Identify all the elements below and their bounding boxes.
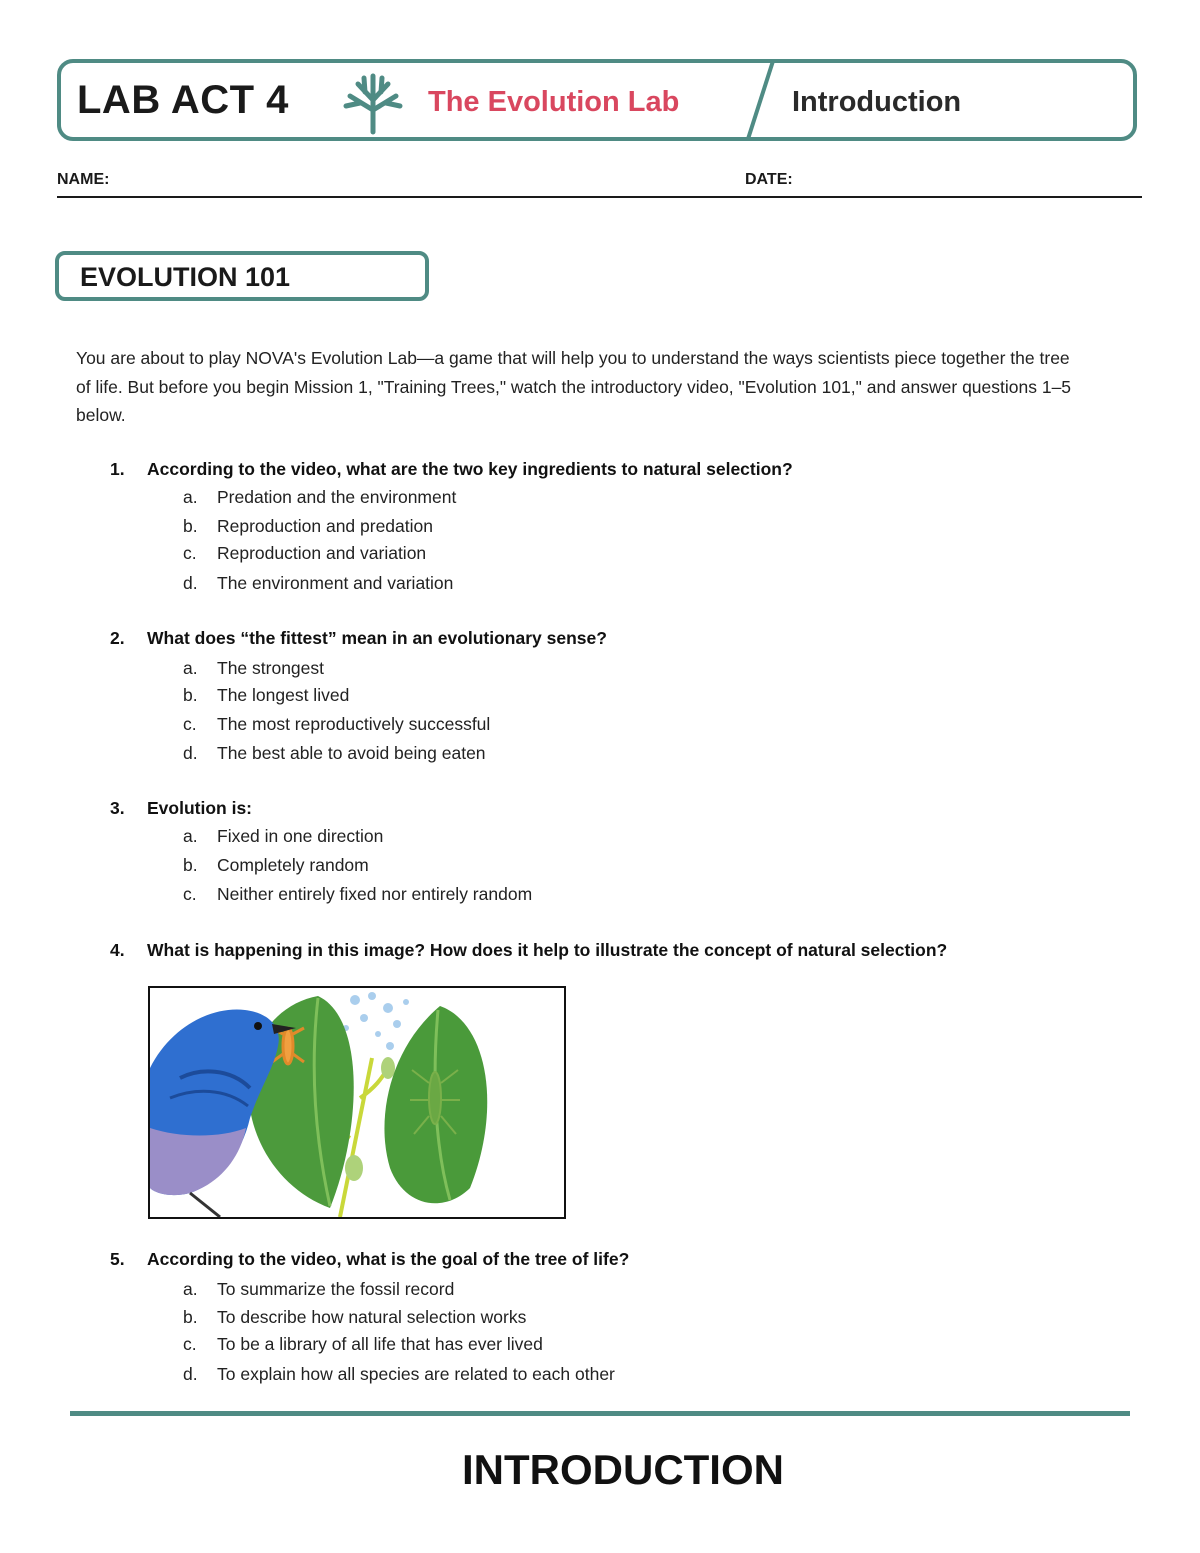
footer-rule — [70, 1411, 1130, 1416]
option-3a: a. Fixed in one direction — [183, 826, 384, 846]
bird-and-insect-image — [148, 986, 566, 1219]
question-text: What is happening in this image? How does it help to illustrate the concept of natural selection? — [147, 940, 948, 960]
question-2 — [110, 628, 607, 649]
option-5b: b. To describe how natural selection works — [183, 1307, 527, 1327]
footer-title: INTRODUCTION — [462, 1446, 784, 1493]
name-date-rule — [57, 196, 1142, 198]
question-1 — [110, 459, 793, 480]
option-2c: c. The most reproductively successful — [183, 714, 491, 734]
option-2d: d. The best able to avoid being eaten — [183, 743, 486, 763]
question-text: What does “the fittest” mean in an evolutionary sense? — [147, 628, 607, 648]
question-4 — [110, 940, 947, 961]
question-3 — [110, 798, 252, 819]
option-1b: b. Reproduction and predation — [183, 516, 433, 536]
question-number: 5. — [110, 1249, 125, 1269]
lab-name: The Evolution Lab — [428, 86, 680, 118]
option-3c: c. Neither entirely fixed nor entirely random — [183, 884, 533, 904]
section-title: EVOLUTION 101 — [80, 262, 291, 292]
question-text: According to the video, what are the two key ingredients to natural selection? — [147, 459, 793, 479]
option-5a: a. To summarize the fossil record — [183, 1279, 455, 1299]
question-number: 4. — [110, 940, 125, 960]
date-field-label: DATE: — [745, 171, 793, 188]
question-number: 1. — [110, 459, 125, 479]
option-5d: d. To explain how all species are related to each other — [183, 1364, 615, 1384]
intro-paragraph: You are about to play NOVA's Evolution Lab—a game that will help you to understand the ways scientists piece together the tree of life. But before you begin Mission 1, "Training Trees," watch the introductory video, "Evolution 101," and answer questions 1–5 below. — [76, 348, 1072, 425]
bird-leaf-illustration — [150, 988, 564, 1217]
option-1c: c. Reproduction and variation — [183, 543, 427, 563]
option-2b: b. The longest lived — [183, 685, 350, 705]
question-text: Evolution is: — [147, 798, 252, 818]
name-field-label: NAME: — [57, 171, 110, 188]
option-1a: a. Predation and the environment — [183, 487, 457, 507]
option-1d: d. The environment and variation — [183, 573, 454, 593]
option-5c: c. To be a library of all life that has ever lived — [183, 1334, 543, 1354]
header-divider — [745, 59, 775, 141]
question-5 — [110, 1249, 629, 1270]
option-3b: b. Completely random — [183, 855, 369, 875]
question-text: According to the video, what is the goal of the tree of life? — [147, 1249, 630, 1269]
question-number: 2. — [110, 628, 125, 648]
tree-icon — [340, 70, 406, 136]
option-2a: a. The strongest — [183, 658, 324, 678]
question-number: 3. — [110, 798, 125, 818]
section-label: Introduction — [792, 86, 962, 118]
lab-act-title: LAB ACT 4 — [77, 78, 289, 122]
